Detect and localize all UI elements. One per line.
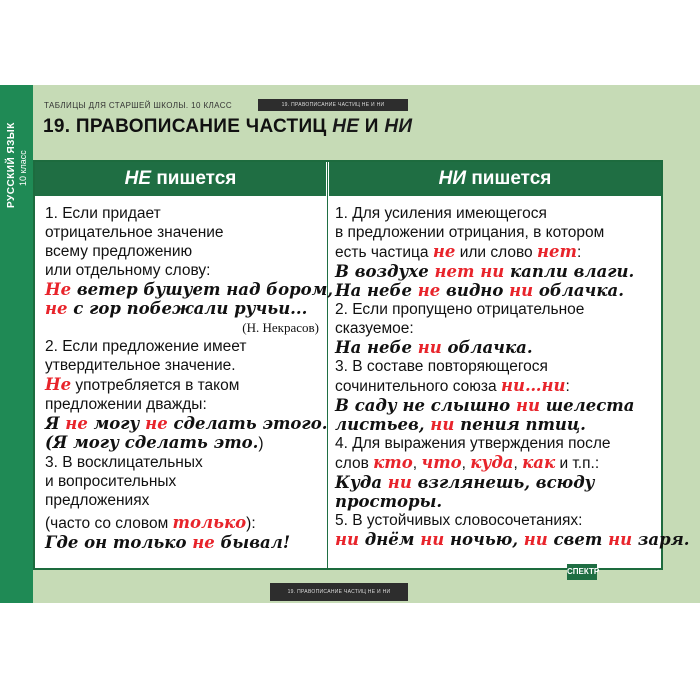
rule-line: в предложении отрицания, в котором [335,224,605,241]
particle-highlight: ни [387,473,412,492]
example-text: В саду не слышно [335,396,516,415]
rule-line: 4. Для выражения утверждения после [335,435,611,452]
rule-line: и вопросительных [45,473,177,490]
top-strip: 19. ПРАВОПИСАНИЕ ЧАСТИЦ НЕ И НИ [258,99,408,111]
rule-text: : [576,244,582,261]
title-ni: НИ [384,116,413,137]
rule-line: 1. Если придает [45,205,161,222]
title-ne: НЕ [332,116,360,137]
example-line [335,473,661,492]
particle-highlight: ни [430,415,455,434]
rule-text: слов [335,455,374,472]
rule-line: всему предложению [45,243,193,260]
header-ne-text: пишется [151,168,237,189]
rule-line: предложении дважды: [45,396,207,413]
example-text: облачка. [441,338,533,357]
example-line: просторы. [335,492,443,511]
particle-highlight: ни…ни [500,376,566,395]
example-text: Я [45,414,66,433]
word-highlight: как [522,453,556,472]
word-highlight: что [421,453,462,472]
rule-text: (часто со словом [45,515,173,532]
example-text: бывал! [214,533,291,552]
example-text: облачка. [533,281,624,300]
rule-line: предложениях [45,492,150,509]
rule-line [335,242,661,262]
particle-highlight: Не [45,375,72,394]
rule-line: отрицательное значение [45,224,224,241]
rule-text: употребляется в таком [71,377,240,394]
example-text: капли влаги. [504,262,635,281]
header-ne [35,162,326,196]
word-highlight: только [172,513,247,532]
particle-highlight: не [145,414,168,433]
column-divider [327,162,328,568]
particle-highlight: ни [509,281,534,300]
example-text: пения птиц. [454,415,586,434]
particle-highlight: не [432,242,456,261]
rule-text: или слово [455,244,537,261]
rule-line: 3. В составе повторяющегося [335,358,548,375]
particle-highlight: ни [335,530,360,549]
rule-line [335,376,661,396]
example-line [45,414,328,433]
example-line [45,299,323,318]
example-line [335,338,661,357]
title-main: 19. ПРАВОПИСАНИЕ ЧАСТИЦ [43,116,333,137]
example-line [335,281,661,300]
particle-highlight: не [192,533,215,552]
example-line [335,262,661,281]
particle-highlight: ни [417,338,442,357]
particle-highlight: ни [515,396,540,415]
example-text: с гор побежали ручьи... [67,299,308,318]
example-text: Где он только [45,533,193,552]
publisher-logo: СПЕКТР [567,564,597,580]
example-text: В воздухе [335,262,435,281]
example-text: шелеста [539,396,635,415]
bottom-strip: 19. ПРАВОПИСАНИЕ ЧАСТИЦ НЕ И НИ [270,583,408,601]
example-line [335,415,661,434]
example-line [45,433,323,453]
example-line [335,396,661,415]
example-text: ) [258,435,264,452]
header-ni-particle: НИ [438,168,467,189]
example-line [45,280,334,299]
particle-highlight: не [417,281,441,300]
series-label: ТАБЛИЦЫ ДЛЯ СТАРШЕЙ ШКОЛЫ. 10 КЛАСС [44,101,233,110]
word-highlight: куда [470,453,514,472]
side-subject: РУССКИЙ ЯЗЫК [6,122,17,208]
column-ni [335,204,690,549]
example-text: днём [359,530,421,549]
example-text: взглянешь, всюду [411,473,595,492]
example-text: На небе [335,281,418,300]
example-text: заря. [632,530,690,549]
particle-highlight: ни [420,530,445,549]
rule-line: сказуемое: [335,320,414,337]
rule-line [45,375,323,395]
publisher-block [567,564,687,598]
rule-text: и т.п.: [555,455,600,472]
rule-line: 2. Если пропущено отрицательное [335,301,585,318]
rule-text: ): [246,515,256,532]
rules-table [33,160,690,570]
header-ni-text: пишется [466,168,552,189]
particle-highlight: не [65,414,88,433]
particle-highlight: ни [608,530,633,549]
example-text: Куда [335,473,388,492]
rule-text: , [461,455,471,472]
example-text: (Я могу сделать это. [45,433,259,452]
example-text: свет [547,530,609,549]
rule-line [45,513,323,533]
example-text: ветер бушует над бором, [71,280,334,299]
title-and: И [359,116,385,137]
side-label [4,96,30,296]
particle-highlight: не [45,299,68,318]
example-text: На небе [335,338,418,357]
rule-text: сочинительного союза [335,378,501,395]
column-ne [45,204,334,552]
rule-line: 3. В восклицательных [45,454,203,471]
rule-line: 2. Если предложение имеет [45,338,247,355]
side-grade: 10 класс [18,150,28,186]
particle-highlight: ни [523,530,548,549]
rule-line: 1. Для усиления имеющегося [335,205,547,222]
rule-line: 5. В устойчивых словосочетаниях: [335,512,583,529]
example-text: могу [87,414,146,433]
rule-text: , [513,455,523,472]
example-text: сделать этого. [167,414,328,433]
rule-line: утвердительное значение. [45,357,236,374]
header-ni [329,162,661,196]
header-ne-particle: НЕ [124,168,152,189]
example-text: видно [440,281,510,300]
rule-text: , [412,455,422,472]
rule-text: : [565,378,570,395]
page-title [43,116,412,138]
rule-line [335,453,661,473]
particle-highlight: нет ни [434,262,505,281]
example-line [45,533,323,552]
rule-text: есть частица [335,244,433,261]
word-highlight: кто [373,453,413,472]
author-attribution: (Н. Некрасов) [242,320,319,335]
example-line [335,530,690,549]
word-highlight: нет [536,242,577,261]
example-text: ночью, [444,530,524,549]
example-text: листьев, [335,415,431,434]
rule-line: или отдельному слову: [45,262,211,279]
particle-highlight: Не [45,280,72,299]
